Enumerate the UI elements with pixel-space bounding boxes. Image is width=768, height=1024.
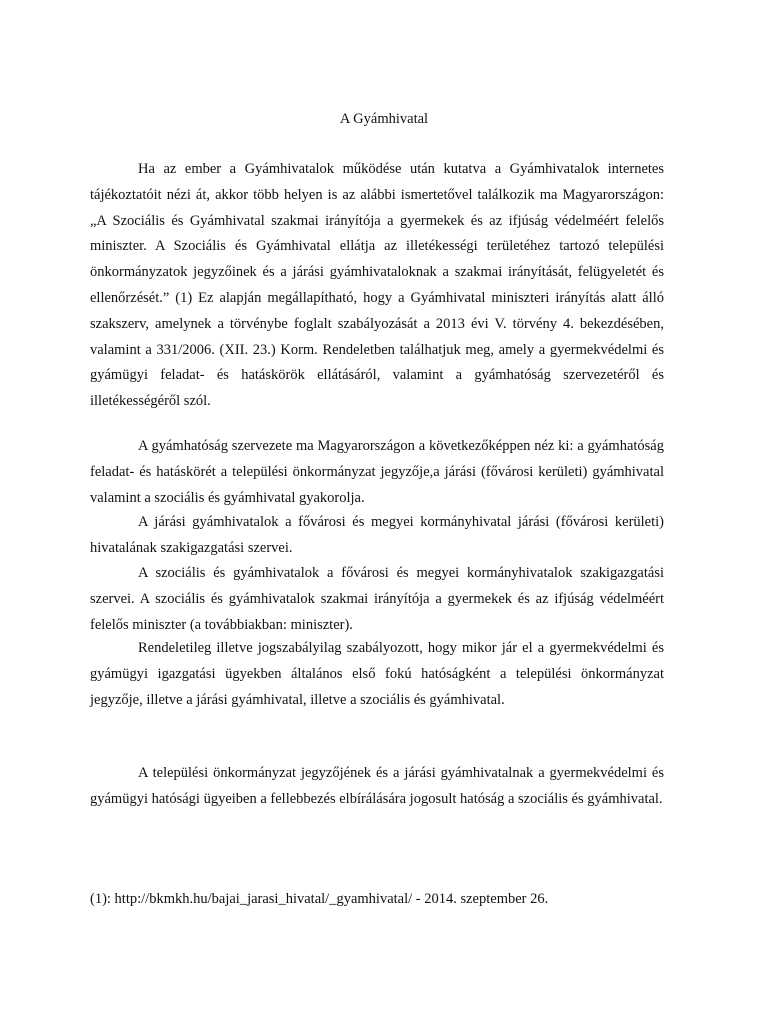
- paragraph-intro: Ha az ember a Gyámhivatalok működése után kutatva a Gyámhivatalok internetes tájékoztatóit nézi át, akkor több helyen is az alábbi ismertetővel találkozik ma Magyarországon: „A Szociális és Gyámhivatal szakmai irányítója a gyermekek és az ifjúság védelméért felelős miniszter. A Szociális és Gyámhivatal ellátja az illetékességi területéhez tartozó települési önkormányzatok jegyzőinek és a járási gyámhivataloknak a szakmai irányítását, felügyeletét és ellenőrzését.” (1) Ez alapján megállapítható, hogy a Gyámhivatal miniszteri irányítás alatt álló szakszerv, amelynek a törvénybe foglalt szabályozását a 2013 évi V. törvény 4. bekezdésében, valamint a 331/2006. (XII. 23.) Korm. Rendeletben találhatjuk meg, amely a gyermekvédelmi és gyámügyi feladat- és hatáskörök ellátásáról, valamint a gyámhatóság szervezetéről és illetékességéről szól.: [90, 161, 664, 410]
- footnote: (1): http://bkmkh.hu/bajai_jarasi_hivatal/_gyamhivatal/ - 2014. szeptember 26.: [90, 891, 549, 907]
- paragraph-district-offices: A járási gyámhivatalok a fővárosi és megyei kormányhivatal járási (fővárosi kerületi) hivatalának szakigazgatási szervei.: [90, 514, 664, 556]
- document-title: A Gyámhivatal: [339, 111, 429, 127]
- paragraph-regulation: Rendeletileg illetve jogszabályilag szabályozott, hogy mikor jár el a gyermekvédelmi és gyámügyi igazgatási ügyekben általános első fokú hatóságként a települési önkormányzat jegyzője, illetve a járási gyámhivatal, illetve a szociális és gyámhivatal.: [90, 640, 664, 708]
- paragraph-organization: A gyámhatóság szervezete ma Magyarországon a következőképpen néz ki: a gyámhatóság feladat- és hatáskörét a települési önkormányzat jegyzője,a járási (fővárosi kerületi) gyámhivatal valamint a szociális és gyámhivatal gyakorolja.: [90, 438, 664, 506]
- paragraph-appeals: A települési önkormányzat jegyzőjének és a járási gyámhivatalnak a gyermekvédelmi és gyámügyi hatósági ügyeiben a fellebbezés elbírálására jogosult hatóság a szociális és gyámhivatal.: [90, 765, 664, 807]
- paragraph-social-offices: A szociális és gyámhivatalok a fővárosi és megyei kormányhivatalok szakigazgatási szervei. A szociális és gyámhivatalok szakmai irányítója a gyermekek és az ifjúság védelméért felelős miniszter (a továbbiakban: miniszter).: [90, 565, 664, 633]
